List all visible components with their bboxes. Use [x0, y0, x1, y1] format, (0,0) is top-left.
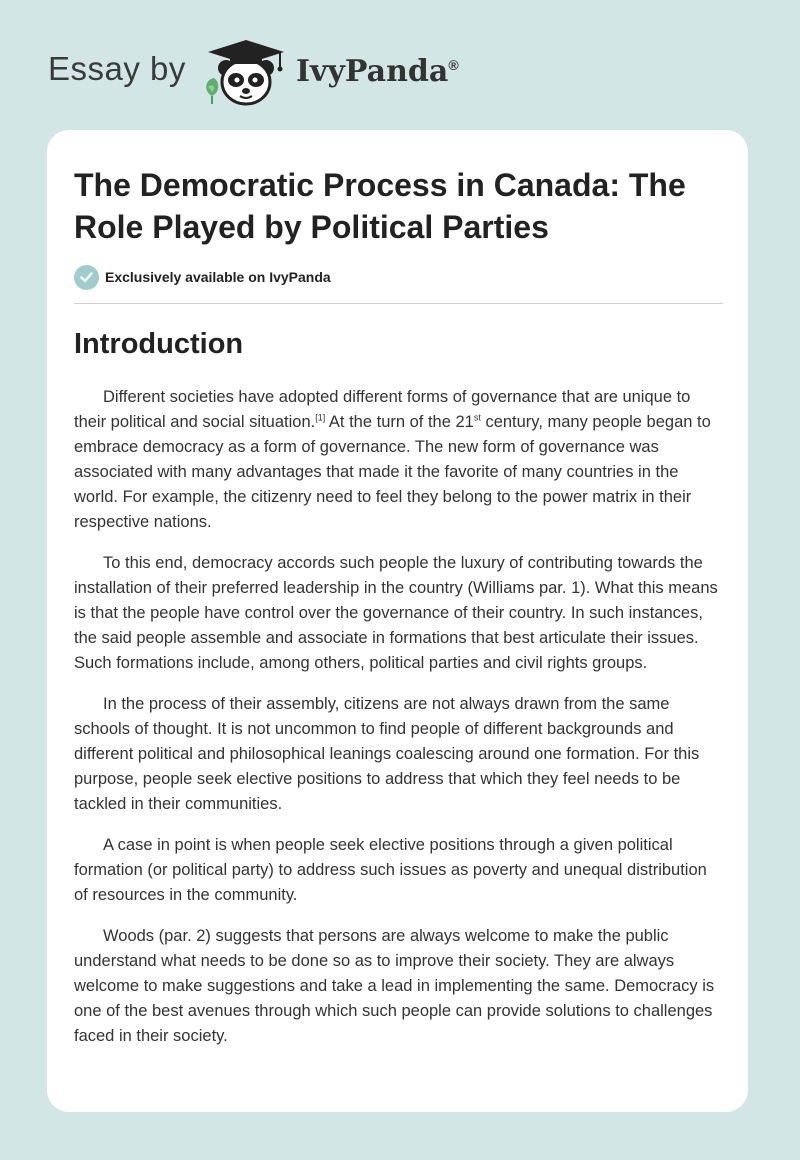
paragraph-2: To this end, democracy accords such people the luxury of contributing towards the installation of their preferred leadership in the country (Williams par. 1). What this means is that the people have control over the governance of their country. In such instances, the said people assemble and associate in formations that best articulate their issues. Such formations include, among others, political parties and civil rights groups. — [74, 554, 718, 672]
paragraph-1-part-a: Different societies have adopted different forms of governance that are unique to their political and social situation. — [74, 388, 691, 431]
paragraph-1 — [74, 385, 724, 535]
article-title: The Democratic Process in Canada: The Role Played by Political Parties — [74, 167, 686, 245]
exclusive-badge — [74, 264, 331, 290]
essay-by-label: Essay by — [48, 50, 186, 87]
brand-text: IvyPanda — [296, 54, 449, 89]
divider — [74, 303, 723, 304]
paragraph-3: In the process of their assembly, citizens are not always drawn from the same schools of thought. It is not uncommon to find people of different backgrounds and different political and philosophical leanings coalescing around one formation. For this purpose, people seek elective positions to address that which they feel needs to be tackled in their communities. — [74, 695, 700, 813]
footnote-ref[interactable]: [1] — [315, 412, 326, 423]
article-body — [74, 385, 724, 1065]
check-icon — [74, 265, 99, 290]
section-heading-introduction: Introduction — [74, 328, 244, 360]
brand-name[interactable] — [296, 54, 459, 89]
paragraph-4: A case in point is when people seek elective positions through a given political formation (or political party) to address such issues as poverty and unequal distribution of resources in the community. — [74, 836, 707, 904]
panda-graduate-icon — [200, 34, 292, 110]
exclusive-label: Exclusively available on IvyPanda — [105, 269, 331, 285]
site-header — [0, 0, 800, 130]
paragraph-5: Woods (par. 2) suggests that persons are always welcome to make the public understand what needs to be done so as to improve their society. They are always welcome to make suggestions and take a lead in implementing the same. Democracy is one of the best avenues through which such people can provide solutions to challenges faced in their society. — [74, 927, 715, 1045]
paragraph-1-part-c: century, many people began to embrace democracy as a form of governance. The new form of governance was associated with many advantages that made it the favorite of many countries in the world. For example, the citizenry need to feel they belong to the power matrix in their respective nations. — [74, 413, 711, 531]
registered-mark: ® — [448, 57, 459, 73]
ordinal-suffix: st — [473, 412, 481, 423]
article-card — [47, 130, 748, 1112]
paragraph-1-part-b: At the turn of the 21 — [325, 413, 474, 431]
